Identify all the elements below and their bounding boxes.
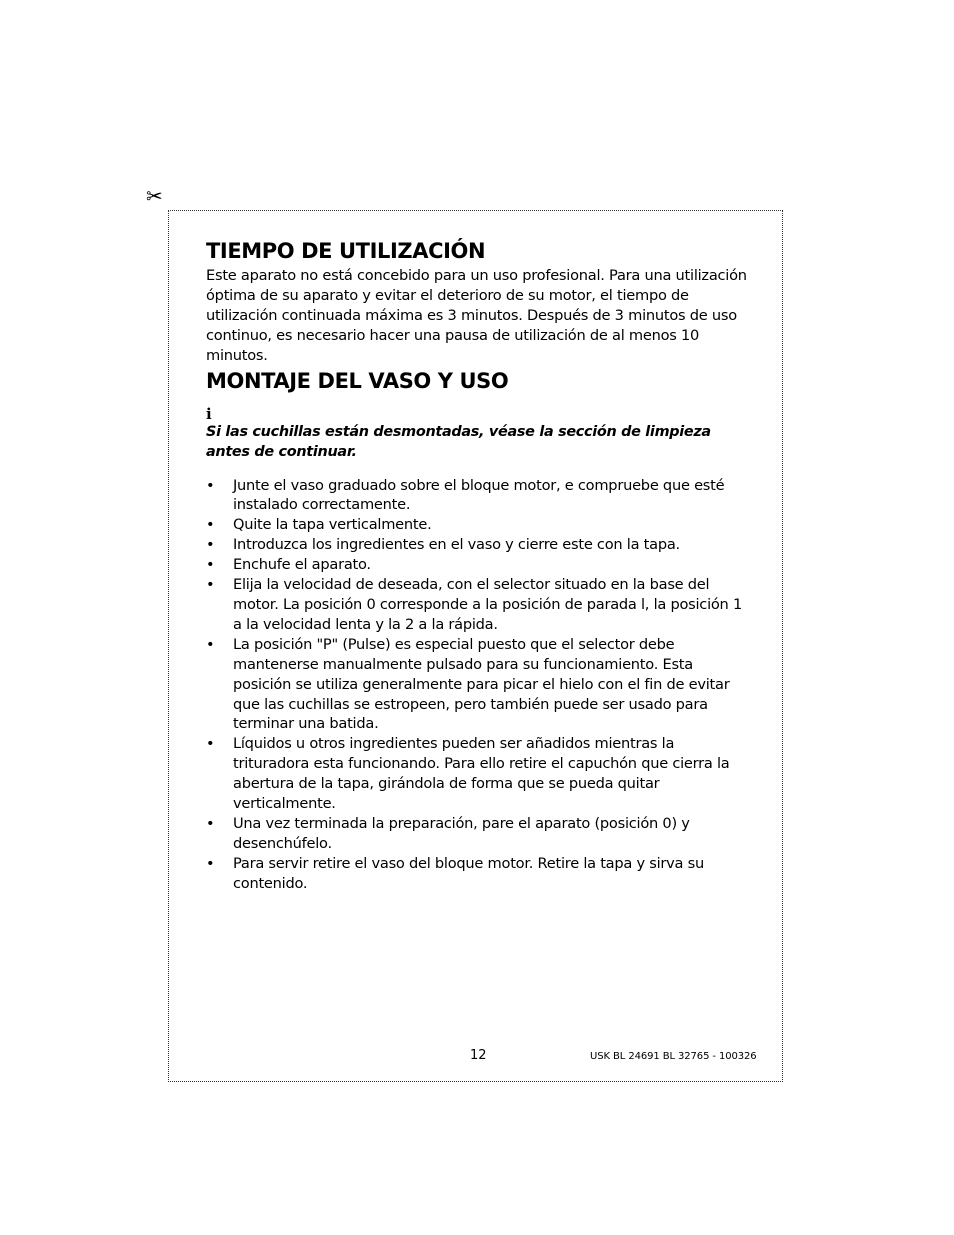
- usage-time-paragraph: Este aparato no está concebido para un uso profesional. Para una utilización óptima de su aparato y evitar el deterioro de su motor, el tiempo de utilización continuada máxima es 3 minutos. Después de 3 minutos de uso continuo, es necesario hacer una pausa de utilización de al menos 10 minutos.: [206, 267, 747, 364]
- list-item-text: Líquidos u otros ingredientes pueden ser añadidos mientras la trituradora esta funcionando. Para ello retire el capuchón que cierra la abertura de la tapa, girándola de forma que se pueda quitar verticalmente.: [233, 735, 730, 813]
- bullet-icon: •: [206, 635, 215, 653]
- list-item: [206, 535, 751, 555]
- list-item: [206, 575, 751, 635]
- list-item: [206, 515, 751, 535]
- list-item-text: Enchufe el aparato.: [233, 556, 371, 574]
- list-item: [206, 555, 751, 575]
- bullet-icon: •: [206, 516, 215, 534]
- list-item: [206, 814, 751, 854]
- bullet-icon: •: [206, 735, 215, 753]
- page-content: [206, 236, 751, 894]
- list-item: [206, 734, 751, 814]
- scissors-icon: ✂: [146, 184, 163, 208]
- list-item: [206, 854, 751, 894]
- list-item-text: Para servir retire el vaso del bloque motor. Retire la tapa y sirva su contenido.: [233, 854, 704, 892]
- document-code: USK BL 24691 BL 32765 - 100326: [590, 1051, 757, 1062]
- list-item-text: Junte el vaso graduado sobre el bloque motor, e compruebe que esté instalado correctamente.: [233, 476, 725, 514]
- bullet-icon: •: [206, 814, 215, 832]
- bullet-icon: •: [206, 576, 215, 594]
- bullet-icon: •: [206, 854, 215, 872]
- list-item: [206, 476, 751, 516]
- list-item: [206, 635, 751, 735]
- blade-warning-note: Si las cuchillas están desmontadas, véase la sección de limpieza antes de continuar.: [206, 423, 711, 460]
- list-item-text: La posición "P" (Pulse) es especial puesto que el selector debe mantenerse manualmente pulsado para su funcionamiento. Esta posición se utiliza generalmente para picar el hielo con el fin de evitar que las cuchillas se estropeen, pero también puede ser usado para terminar una batida.: [233, 635, 730, 733]
- section-title-usage-time: TIEMPO DE UTILIZACIÓN: [206, 239, 486, 263]
- bullet-icon: •: [206, 536, 215, 554]
- list-item-text: Una vez terminada la preparación, pare el aparato (posición 0) y desenchúfelo.: [233, 814, 690, 852]
- list-item-text: Quite la tapa verticalmente.: [233, 516, 432, 534]
- info-icon: i: [206, 404, 212, 423]
- list-item-text: Elija la velocidad de deseada, con el selector situado en la base del motor. La posición 0 corresponde a la posición de parada l, la posición 1 a la velocidad lenta y la 2 a la rápida.: [233, 576, 742, 633]
- list-item-text: Introduzca los ingredientes en el vaso y cierre este con la tapa.: [233, 536, 680, 554]
- bullet-icon: •: [206, 556, 215, 574]
- assembly-steps-list: [206, 476, 751, 894]
- section-title-assembly: MONTAJE DEL VASO Y USO: [206, 368, 509, 393]
- page-number: 12: [470, 1048, 487, 1063]
- bullet-icon: •: [206, 476, 215, 494]
